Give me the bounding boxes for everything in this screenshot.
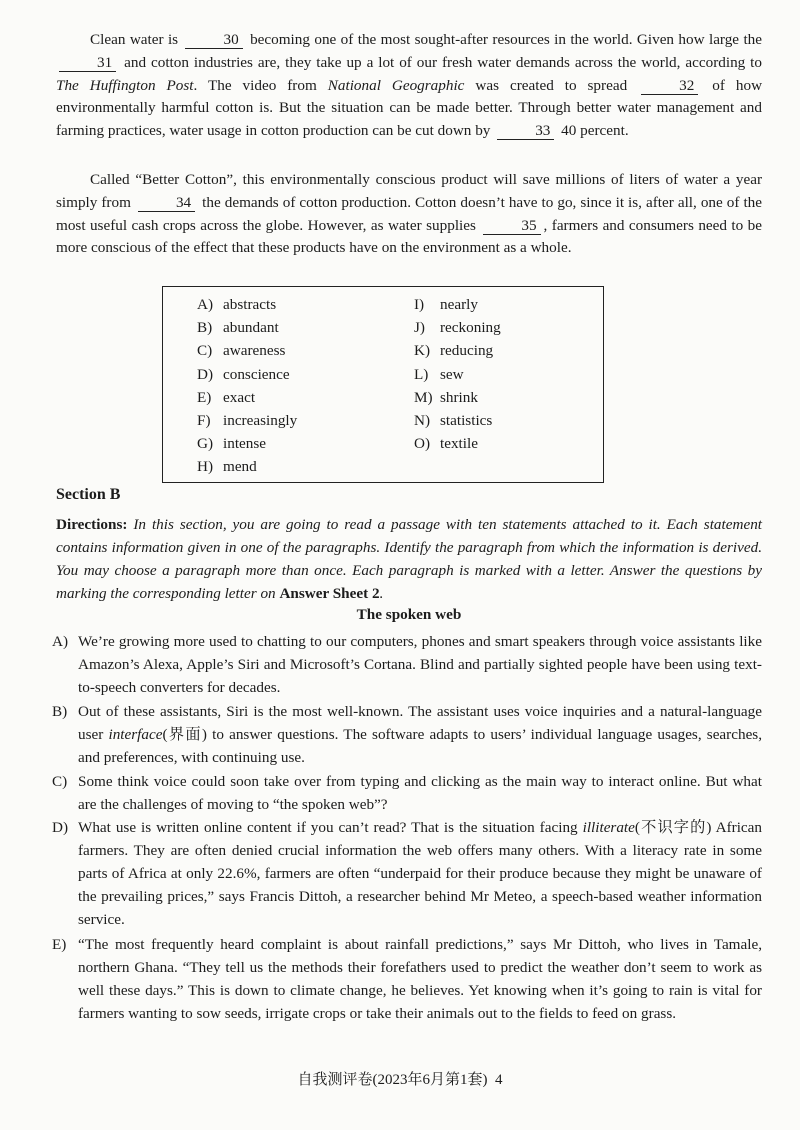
paragraph-letter: D) [52, 819, 69, 836]
answer-blank-31: 31 [59, 55, 116, 72]
word-option: M) shrink [414, 388, 478, 406]
passage-text: the demands of cotton production. Cotton doesn’t have to go, since it is, after all, one of the most useful cash crops across the globe. However, as water supplies [56, 193, 763, 234]
paragraph-text: We’re growing more used to chatting to our computers, phones and smart speakers through voice assistants like Amazon’s Alexa, Apple’s Siri and Microsoft’s Cortana. Blind and partially sighted people have been using text-to-speech converters for decades. [78, 633, 762, 696]
passage-text: was created to spread [475, 76, 628, 94]
paragraph-letter: E) [52, 936, 67, 953]
paragraph-text: What use is written online content if you can’t read? That is the situation facing illiterate(不识字的) African farmers. They are often denied crucial information the web offers many others. With a literacy rate in some parts of Africa at only 22.6%, farmers are often “underpaid for their produce because they might be unaware of the prevailing prices,” says Francis Dittoh, a researcher behind Mr Meteo, a speech-based weather information service. [78, 819, 762, 928]
article-paragraph-c [52, 771, 762, 817]
vocabulary-term: interface [108, 725, 163, 743]
chinese-gloss: (界面) [162, 725, 207, 743]
paragraph-text: “The most frequently heard complaint is about rainfall predictions,” says Mr Dittoh, who lives in Tamale, northern Ghana. “They tell us the methods their forefathers used to predict the weather don’t seem to work as well these days.” This is down to climate change, he believes. Yet knowing when it’s going to rain is vital for farmers wanting to sow seeds, irrigate crops or take their animals out to the fields to feed on grass. [78, 936, 762, 1022]
article-paragraph-a [52, 631, 762, 700]
article-title: The spoken web [356, 606, 462, 623]
passage-text: . The video from [193, 76, 317, 94]
word-option: H) mend [197, 458, 257, 476]
word-option: G) intense [197, 435, 267, 453]
word-bank-left-column [197, 293, 297, 479]
answer-blank-32: 32 [641, 78, 698, 95]
word-option: N) statistics [414, 412, 493, 430]
word-option: O) textile [414, 435, 478, 453]
word-option: C) awareness [197, 342, 286, 360]
word-option: K) reducing [414, 342, 494, 360]
vocabulary-term: illiterate [582, 819, 635, 836]
answer-blank-30: 30 [185, 32, 242, 49]
word-option: B) abundant [197, 319, 279, 337]
word-option: J) reckoning [414, 319, 501, 337]
passage-text: becoming one of the most sought-after resources in the world. Given how large the [250, 31, 763, 48]
source-title: The Huffington Post [56, 76, 194, 94]
word-option: I) nearly [414, 296, 478, 313]
passage-paragraph-2 [56, 169, 762, 260]
word-option: A) abstracts [197, 296, 277, 313]
directions-paragraph: Directions: In this section, you are going to read a passage with ten statements attached to it. Each statement contains information given in one of the paragraphs. Identify the paragraph from which the information is derived. You may choose a paragraph more than once. Each paragraph is marked with a letter. Answer the questions by marking the corresponding letter on Answer Sheet 2. [56, 516, 763, 602]
paragraph-text: Out of these assistants, Siri is the most well-known. The assistant uses voice inquiries and a natural-language user interface(界面) to answer questions. The software adapts to users’ individual language usages, searches, and preferences, with continuing use. [78, 703, 763, 766]
paragraph-letter: A) [52, 633, 69, 650]
passage-text: Called “Better Cotton”, this environmentally conscious product will save millions of liters of water a year simply from [56, 171, 762, 211]
word-option: E) exact [197, 388, 256, 406]
section-heading: Section B [56, 486, 121, 503]
article-paragraph-b [52, 701, 762, 770]
passage-text: of how environmentally harmful cotton is. But the situation can be made better. Through better water management and farming practices, water usage in cotton production can be cut down by [56, 76, 763, 140]
answer-blank-35: 35 [483, 218, 540, 235]
passage-text: and cotton industries are, they take up a lot of our fresh water demands across the world, according to [124, 53, 762, 71]
chinese-gloss: (不识字的) [634, 819, 712, 836]
passage-text: Clean water is [90, 31, 179, 48]
passage-text: 40 percent. [561, 122, 629, 140]
directions-text: In this section, you are going to read a passage with ten statements attached to it. Each statement contains information given in one of the paragraphs. Identify the paragraph from which the information is derived. You may choose a paragraph more than once. Each paragraph is marked with a letter. Answer the questions by marking the corresponding letter on [56, 516, 763, 602]
paragraph-letter: C) [52, 773, 68, 790]
article-paragraph-e [52, 934, 762, 1026]
paragraph-text: Some think voice could soon take over from typing and clicking as the main way to interact online. But what are the challenges of moving to “the spoken web”? [78, 773, 762, 813]
passage-text: , farmers and consumers need to be more conscious of the effect that these products have on the environment as a whole. [56, 216, 762, 257]
word-option: L) sew [414, 365, 464, 383]
answer-blank-34: 34 [138, 195, 195, 212]
answer-sheet-label: Answer Sheet 2 [279, 585, 380, 602]
source-title: National Geographic [327, 76, 465, 94]
paragraph-letter: B) [52, 703, 68, 720]
page-footer: 自我测评卷(2023年6月第1套) 4 [297, 1072, 503, 1088]
word-bank-right-column [414, 293, 501, 455]
word-bank-box [162, 286, 604, 483]
word-option: F) increasingly [197, 412, 298, 430]
word-option: D) conscience [197, 365, 290, 383]
answer-blank-33: 33 [497, 123, 554, 140]
directions-label: Directions: [56, 516, 128, 533]
article-paragraph-d [52, 817, 762, 932]
passage-paragraph-1 [56, 29, 762, 143]
